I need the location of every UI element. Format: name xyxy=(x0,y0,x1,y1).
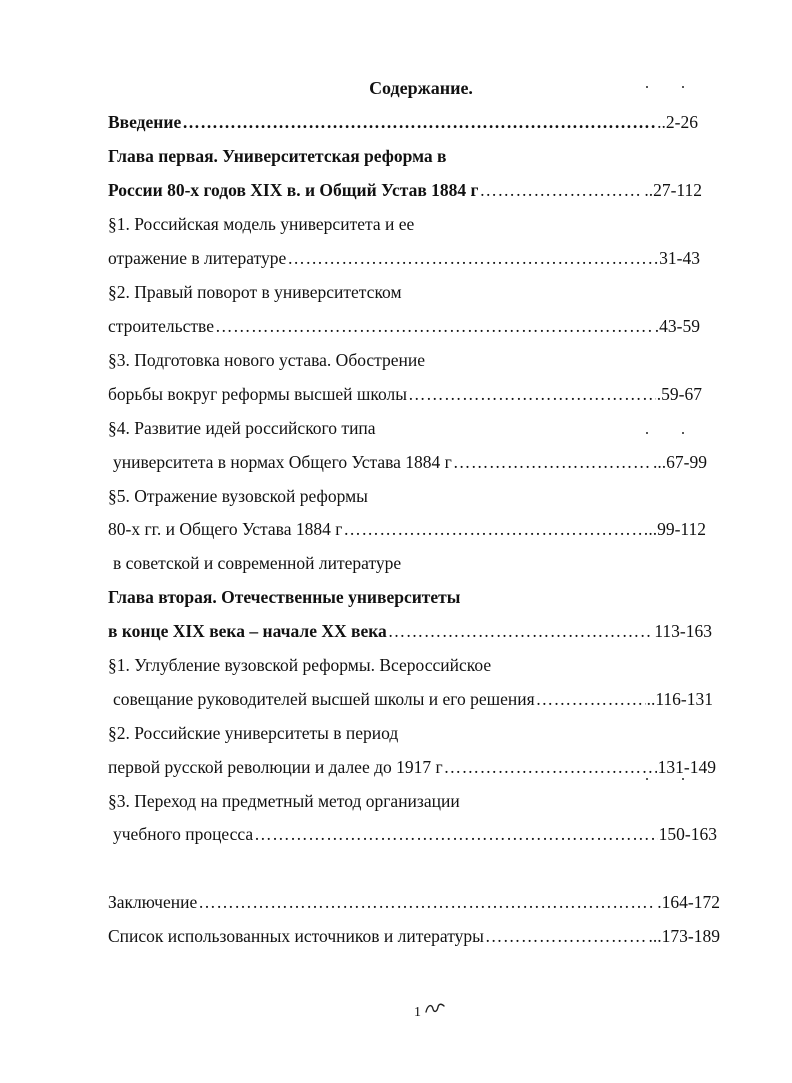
scan-speck xyxy=(646,778,648,780)
section-1-3-line-1: §3. Подготовка нового устава. Обострение xyxy=(108,350,426,370)
leader-dots xyxy=(198,892,656,913)
page-title: Содержание. xyxy=(369,78,473,98)
section-1-4-line-1: §4. Развитие идей российского типа xyxy=(108,418,376,438)
toc-entry-bibliography: Список использованных источников и литературы ………………………………………………………………………………………………………………………… ...173-189 xyxy=(108,926,720,947)
section-1-5-line-1: §5. Отражение вузовской реформы xyxy=(108,486,368,506)
leader-dots xyxy=(254,824,658,845)
leader-dots xyxy=(287,248,658,269)
toc-entry-section-2-3: учебного процесса ………………………………………………………………………………………………………………………… 150-163 xyxy=(113,824,717,845)
leader-dots xyxy=(444,757,657,778)
handwritten-mark-icon xyxy=(424,1000,446,1016)
leader-dots xyxy=(343,519,647,540)
scan-speck xyxy=(646,432,648,434)
section-2-2-line-1: §2. Российские университеты в период xyxy=(108,723,399,743)
toc-entry-section-2-1: совещание руководителей высшей школы и его решения ………………………………………………………………………………………………………………………… ..116-131 xyxy=(113,689,713,710)
toc-entry-section-1-5: 80-х гг. и Общего Устава 1884 г ………………………………………………………………………………………………………………………… ..99-112 xyxy=(108,519,706,540)
toc-entry-section-1-3: борьбы вокруг реформы высшей школы ………………………………………………………………………………………………………………………… .59-67 xyxy=(108,384,702,405)
toc-entry-section-1-2: строительстве ………………………………………………………………………………………………………………………… .43-59 xyxy=(108,316,700,337)
toc-entry-section-2-2: первой русской революции и далее до 1917 г ………………………………………………………………………………………………………………………… 131-149 xyxy=(108,757,716,778)
leader-dots xyxy=(215,316,654,337)
toc-entry-section-1-4: университета в нормах Общего Устава 1884 г ………………………………………………………………………………………………………………………… ...67-99 xyxy=(113,452,707,473)
scan-speck xyxy=(682,432,684,434)
scan-speck xyxy=(682,778,684,780)
chapter-2-title-line-1: Глава вторая. Отечественные университеты xyxy=(108,587,461,607)
leader-dots xyxy=(182,112,656,133)
section-2-3-line-1: §3. Переход на предметный метод организации xyxy=(108,791,460,811)
leader-dots xyxy=(485,926,648,947)
toc-entry-chapter-1: России 80-х годов XIX в. и Общий Устав 1884 г ………………………………………………………………………………………………………………………… ..27-112 xyxy=(108,180,702,201)
toc-entry-introduction: Введение ………………………………………………………………………………………………………………………… ..2-26 xyxy=(108,112,698,133)
section-1-1-line-1: §1. Российская модель университета и ее xyxy=(108,214,415,234)
toc-entry-conclusion: Заключение ………………………………………………………………………………………………………………………… .164-172 xyxy=(108,892,720,913)
scan-speck xyxy=(682,86,684,88)
leader-dots xyxy=(453,452,652,473)
section-1-2-line-1: §2. Правый поворот в университетском xyxy=(108,282,402,302)
leader-dots xyxy=(480,180,644,201)
toc-entry-section-1-1: отражение в литературе ………………………………………………………………………………………………………………………… 31-43 xyxy=(108,248,700,269)
scan-speck xyxy=(646,86,648,88)
leader-dots xyxy=(408,384,656,405)
leader-dots xyxy=(536,689,646,710)
section-2-1-line-1: §1. Углубление вузовской реформы. Всероссийское xyxy=(108,655,492,675)
page-number: 1 xyxy=(414,1005,421,1020)
chapter-1-title-line-1: Глава первая. Университетская реформа в xyxy=(108,146,447,166)
section-1-5-line-3: в советской и современной литературе xyxy=(113,553,402,573)
toc-entry-chapter-2: в конце XIX века – начале XX века ………………………………………………………………………………………………………………………… 113-163 xyxy=(108,621,712,642)
leader-dots xyxy=(388,621,654,642)
